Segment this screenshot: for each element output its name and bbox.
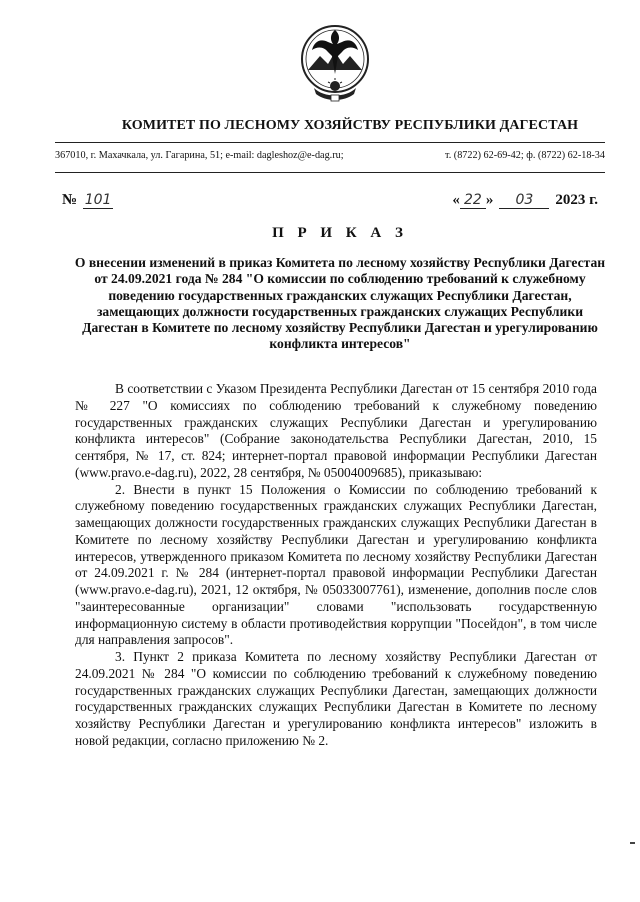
paragraph-1: В соответствии с Указом Президента Республики Дагестан от 15 сентября 2010 года № 227 "О комиссиях по соблюдению требований к служебному поведению государственных гражданских служащих Республики Дагестан и урегулированию конфликта интересов" (Собрание законодательства Республики Дагестан, 2010, 15 сентября, № 17, ст. 824; интернет-портал правовой информации Республики Дагестан (www.pravo.e-dag.ru), 2022, 28 сентября, № 05004009685), приказываю: — [75, 381, 597, 480]
phones-text: т. (8722) 62-69-42; ф. (8722) 62-18-34 — [445, 150, 605, 161]
date-close-quote: » — [485, 192, 494, 208]
document-title: П Р И К А З — [272, 225, 408, 241]
date-month-handwritten: 03 — [499, 192, 549, 209]
number-value-handwritten: 101 — [84, 192, 112, 208]
header-divider-top — [55, 142, 605, 143]
paragraph-2: 2. Внести в пункт 15 Положения о Комиссии по соблюдению требований к служебному поведению государственных гражданских служащих Республики Дагестан, замещающих должности государственных гражданских служащих Республики Дагестан в Комитете по лесному хозяйству Республики Дагестан и урегулированию конфликта интересов, утвержденного приказом Комитета по лесному хозяйству Республики Дагестан от 24.09.2021 г. № 284 (интернет-портал правовой информации Республики Дагестан (www.pravo.e-dag.ru), 2021, 12 октября, № 05033007761), изменение, дополнив после слов "заинтересованные организации" словами "использовать государственную информационную систему в области противодействия коррупции "Посейдон", в том числе для направления запросов". — [75, 481, 597, 648]
date-open-quote: « — [452, 192, 460, 208]
paragraph-3: 3. Пункт 2 приказа Комитета по лесному хозяйству Республики Дагестан от 24.09.2021 № 284 "О комиссии по соблюдению требований к служебному поведению государственных гражданских служащих Республики Дагестан, замещающих должности государственных гражданских служащих Республики Дагестан в Комитете по лесному хозяйству Республики Дагестан и урегулированию конфликта интересов" изложить в новой редакции, согласно приложению № 2. — [75, 649, 597, 748]
address-text: 367010, г. Махачкала, ул. Гагарина, 51; e-mail: dagleshoz@e-dag.ru; — [55, 150, 344, 161]
date-year: 2023 г. — [555, 192, 598, 208]
header-divider-bottom — [55, 172, 605, 173]
order-number-date-line — [62, 192, 598, 209]
contacts-line — [55, 150, 605, 161]
order-date — [452, 192, 598, 209]
order-number — [62, 192, 113, 209]
organization-name: КОМИТЕТ ПО ЛЕСНОМУ ХОЗЯЙСТВУ РЕСПУБЛИКИ ДАГЕСТАН — [121, 118, 579, 133]
document-body — [75, 381, 597, 750]
date-day-handwritten: 22 — [460, 192, 486, 209]
page-mark — [630, 842, 635, 844]
coat-of-arms-emblem — [300, 12, 370, 106]
number-label: № — [62, 192, 78, 208]
order-subject: О внесении изменений в приказ Комитета по лесному хозяйству Республики Дагестан от 24.09.2021 года № 284 "О комиссии по соблюдению требований к служебному поведению государственных гражданских служащих Республики Дагестан, замещающих должности государственных гражданских служащих Республики Дагестан в Комитете по лесному хозяйству Республики Дагестан и урегулированию конфликта интересов" — [74, 255, 606, 352]
